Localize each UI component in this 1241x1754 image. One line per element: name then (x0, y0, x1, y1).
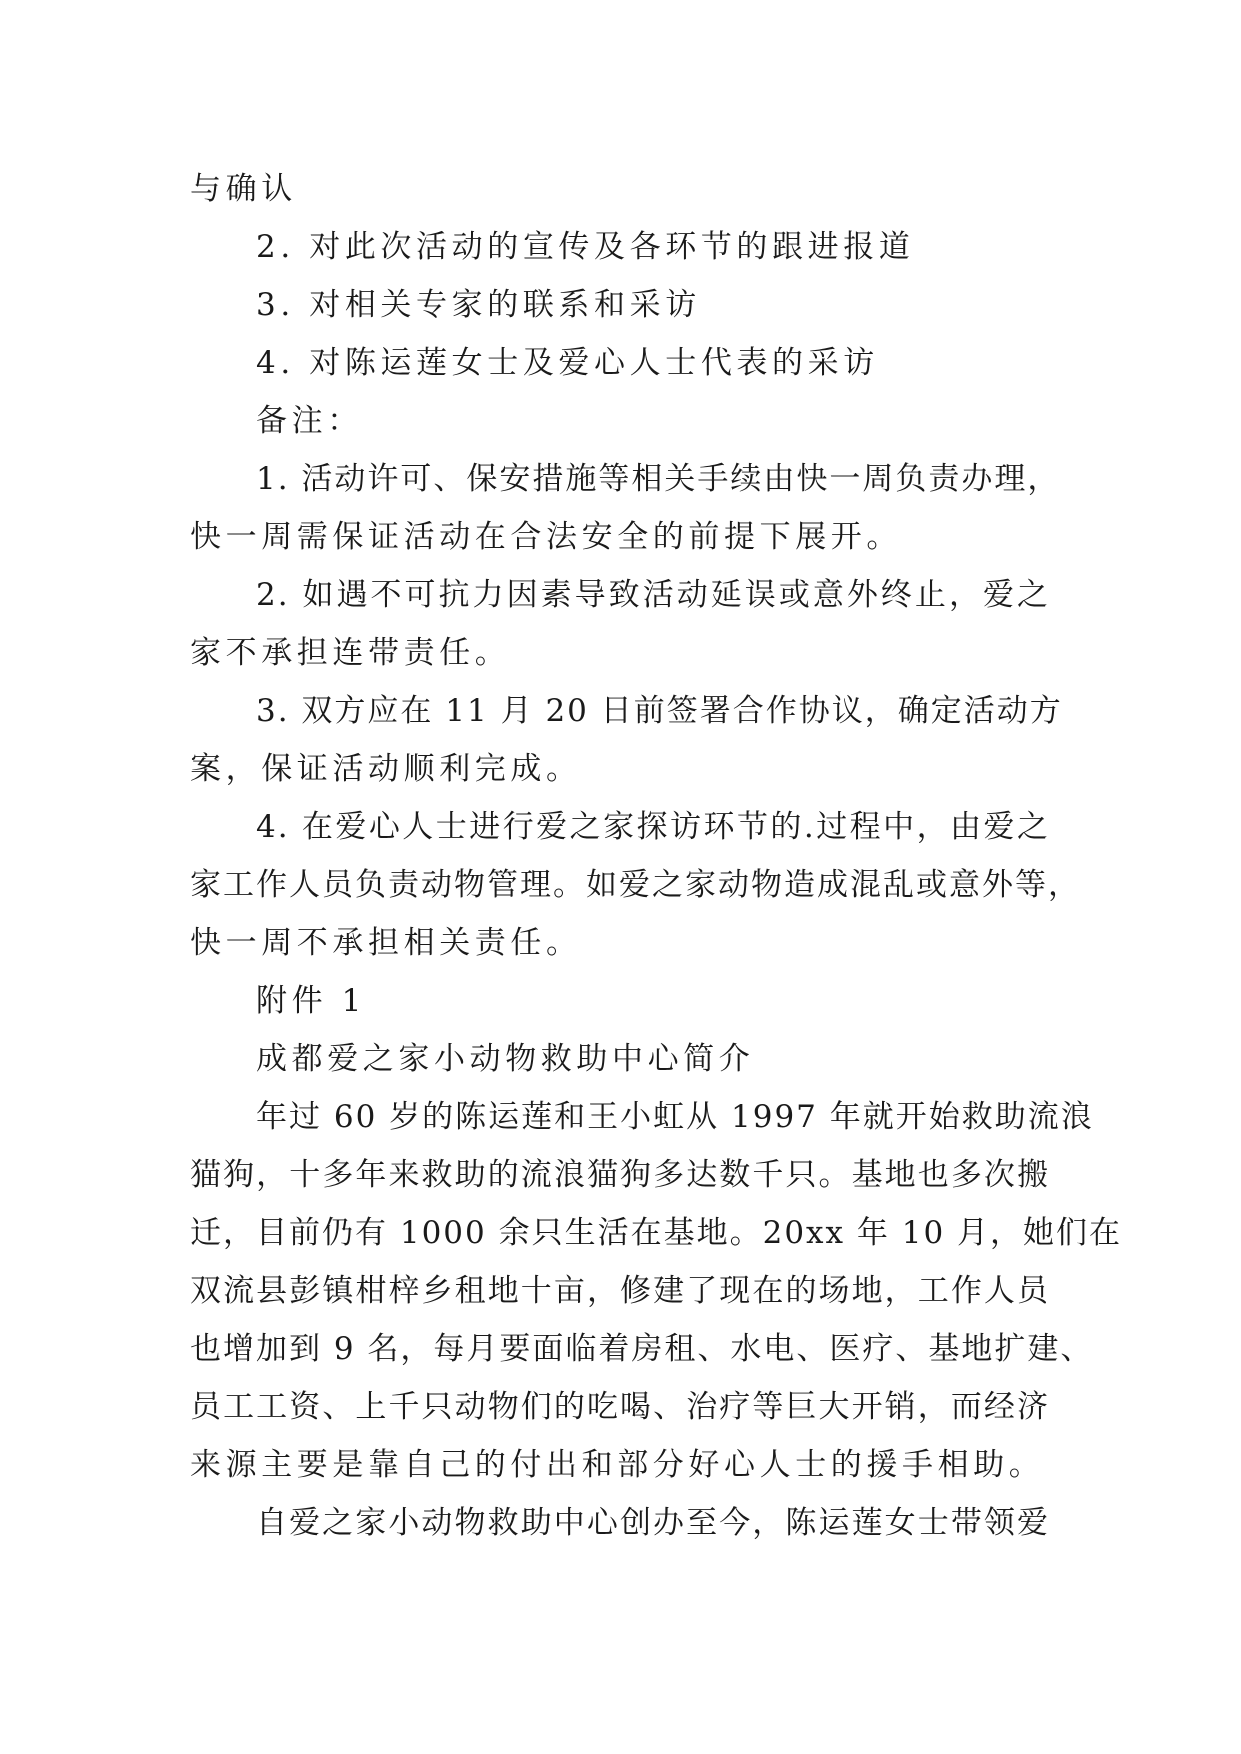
section-title: 成都爱之家小动物救助中心简介 (256, 1041, 755, 1077)
note-item: 2. 如遇不可抗力因素导致活动延误或意外终止，爱之 (256, 577, 1050, 613)
list-item: 4. 对陈运莲女士及爱心人士代表的采访 (256, 345, 879, 381)
notes-heading: 备注： (256, 403, 363, 439)
attachment-label: 附件 1 (256, 983, 366, 1019)
paragraph-line: 自爱之家小动物救助中心创办至今，陈运莲女士带领爱 (256, 1505, 1050, 1541)
list-item: 2. 对此次活动的宣传及各环节的跟进报道 (256, 229, 915, 265)
list-item: 3. 对相关专家的联系和采访 (256, 287, 701, 323)
text-line: 家不承担连带责任。 (190, 635, 511, 671)
paragraph-line: 双流县彭镇柑梓乡租地十亩，修建了现在的场地，工作人员 (190, 1273, 1050, 1309)
text-line: 快一周需保证活动在合法安全的前提下展开。 (190, 519, 902, 555)
text-line: 快一周不承担相关责任。 (190, 925, 582, 961)
text-line: 与确认 (190, 171, 297, 207)
paragraph-line: 迁，目前仍有 1000 余只生活在基地。20xx 年 10 月，她们在 (190, 1215, 1123, 1251)
text-line: 案，保证活动顺利完成。 (190, 751, 582, 787)
note-item: 4. 在爱心人士进行爱之家探访环节的.过程中，由爱之 (256, 809, 1050, 845)
note-item: 1. 活动许可、保安措施等相关手续由快一周负责办理， (256, 461, 1061, 497)
text-line: 家工作人员负责动物管理。如爱之家动物造成混乱或意外等， (190, 867, 1081, 903)
paragraph-line: 来源主要是靠自己的付出和部分好心人士的援手相助。 (190, 1447, 1045, 1483)
paragraph-line: 猫狗，十多年来救助的流浪猫狗多达数千只。基地也多次搬 (190, 1157, 1050, 1193)
paragraph-line: 也增加到 9 名，每月要面临着房租、水电、医疗、基地扩建、 (190, 1331, 1094, 1367)
paragraph-line: 员工工资、上千只动物们的吃喝、治疗等巨大开销，而经济 (190, 1389, 1050, 1425)
document-body (190, 160, 1123, 1552)
note-item: 3. 双方应在 11 月 20 日前签署合作协议，确定活动方 (256, 693, 1063, 729)
paragraph-line: 年过 60 岁的陈运莲和王小虹从 1997 年就开始救助流浪 (256, 1099, 1094, 1135)
